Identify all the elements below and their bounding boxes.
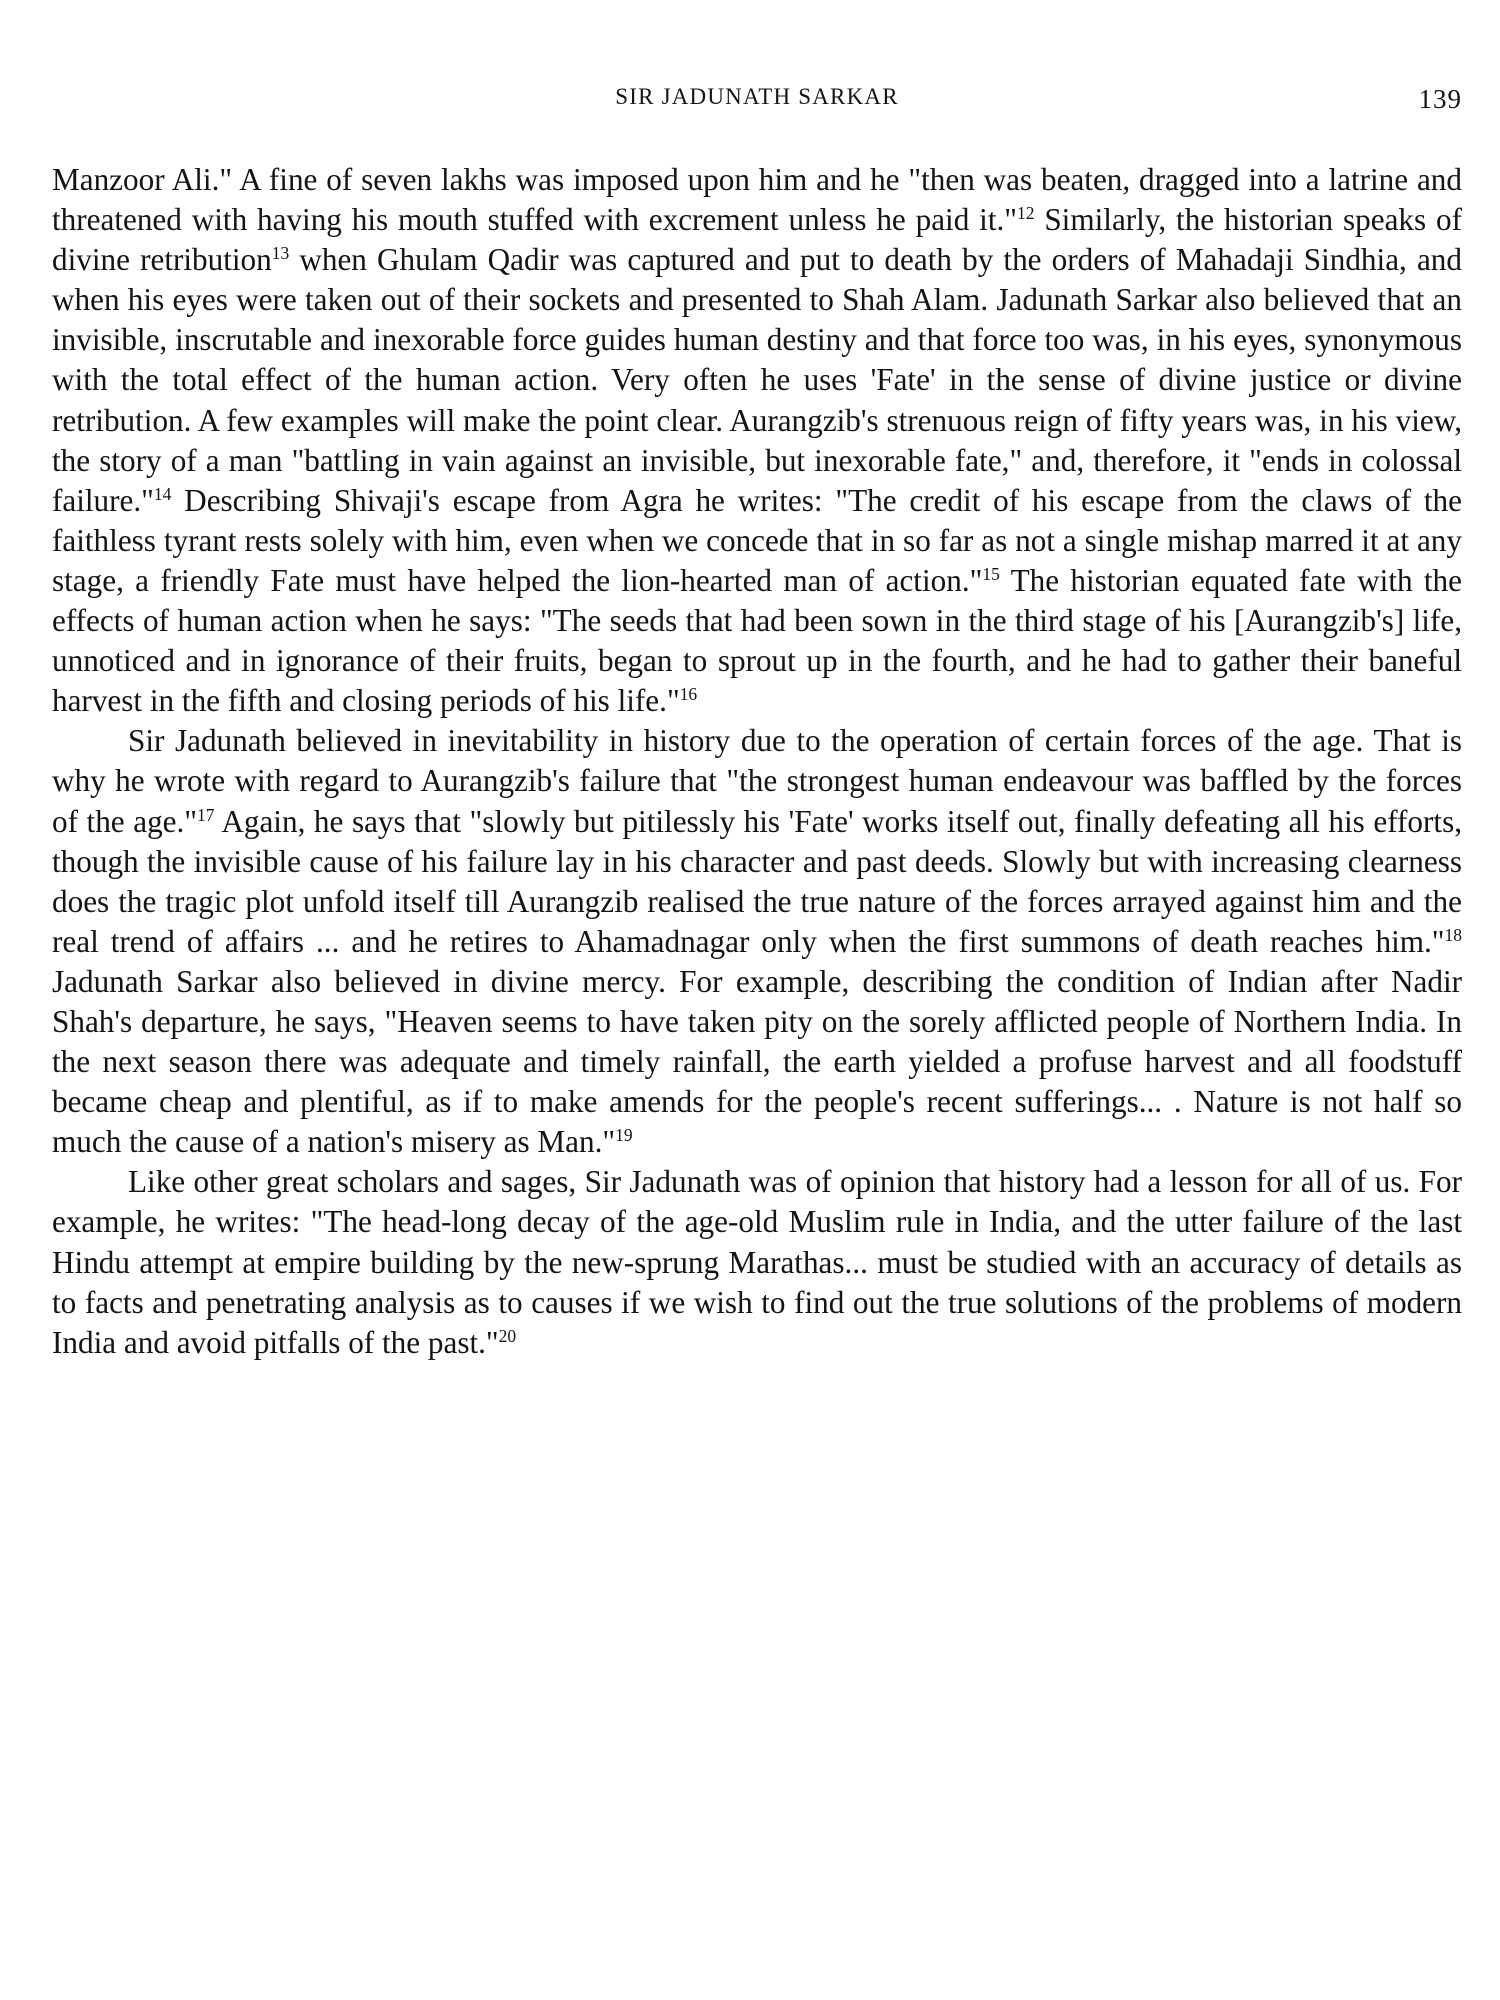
text-run: Like other great scholars and sages, Sir Jadunath was of opinion that history had a lesson for all of us. For example, he writes: "The head-long decay of the age-old Muslim rule in India, and the utter failure of the last Hindu attempt at empire building by the new-sprung Marathas... must be studied with an accuracy of details as to facts and penetrating analysis as to causes if we wish to find out the true solutions of the problems of modern India and avoid pitfalls of the past.": [52, 1164, 1462, 1360]
footnote-ref-17: 17: [197, 804, 215, 825]
footnote-ref-12: 12: [1017, 203, 1035, 224]
text-run: The historian equated fate with the effects of human action when he says: "The seeds that had been sown in the third stage of his [Aurangzib's] life, unnoticed and in ignorance of their fruits, began to sprout up in the fourth, and he had to gather their baneful harvest in the fifth and closing periods of his life.": [52, 562, 1462, 719]
running-title: SIR JADUNATH SARKAR: [615, 84, 899, 109]
paragraph-2: [52, 721, 1462, 1162]
book-page: [52, 0, 1462, 2000]
text-run: Jadunath Sarkar also believed in divine mercy. For example, describing the condition of Indian after Nadir Shah's departure, he says, "Heaven seems to have taken pity on the sorely afflicted people of Northern India. In the next season there was adequate and timely rainfall, the earth yielded a profuse harvest and all foodstuff became cheap and plentiful, as if to make amends for the people's recent sufferings... . Nature is not half so much the cause of a nation's misery as Man.": [52, 963, 1462, 1160]
text-run: Describing Shivaji's escape from Agra he writes: "The credit of his escape from the claws of the faithless tyrant rests solely with him, even when we concede that in so far as not a single mishap marred it at any stage, a friendly Fate must have helped the lion-hearted man of action.": [52, 482, 1462, 598]
body-text: [52, 160, 1462, 1363]
text-run: Sir Jadunath believed in inevitability in history due to the operation of certain forces of the age. That is why he wrote with regard to Aurangzib's failure that "the strongest human endeavour was baffled by the forces of the age.": [52, 723, 1462, 839]
paragraph-3: [52, 1162, 1462, 1362]
footnote-ref-19: 19: [615, 1125, 633, 1146]
footnote-ref-20: 20: [498, 1325, 517, 1346]
paragraph-1: [52, 160, 1462, 721]
footnote-ref-13: 13: [271, 243, 290, 264]
running-head: [52, 84, 1462, 124]
page-number: 139: [1418, 84, 1462, 114]
footnote-ref-15: 15: [982, 564, 1000, 585]
footnote-ref-18: 18: [1444, 924, 1462, 945]
footnote-ref-14: 14: [153, 483, 172, 504]
text-run: Again, he says that "slowly but pitilessly his 'Fate' works itself out, finally defeating all his efforts, though the invisible cause of his failure lay in his character and past deeds. Slowly but with increasing clearness does the tragic plot unfold itself till Aurangzib realised the true nature of the forces arrayed against him and the real trend of affairs ... and he retires to Ahamadnagar only when the first summons of death reaches him.": [52, 803, 1462, 959]
text-run: Similarly, the historian speaks of divine retribution: [52, 202, 1462, 278]
text-run: when Ghulam Qadir was captured and put to death by the orders of Mahadaji Sindhia, and when his eyes were taken out of their sockets and presented to Shah Alam. Jadunath Sarkar also believed that an invisible, inscrutable and inexorable force guides human destiny and that force too was, in his eyes, synonymous with the total effect of the human action. Very often he uses 'Fate' in the sense of divine justice or divine retribution. A few examples will make the point clear. Aurangzib's strenuous reign of fifty years was, in his view, the story of a man "battling in vain against an invisible, but inexorable fate," and, therefore, it "ends in colossal failure.": [52, 242, 1462, 518]
footnote-ref-16: 16: [679, 684, 698, 705]
text-run: Manzoor Ali." A fine of seven lakhs was imposed upon him and he "then was beaten, dragged into a latrine and threatened with having his mouth stuffed with excrement unless he paid it.": [52, 162, 1462, 238]
